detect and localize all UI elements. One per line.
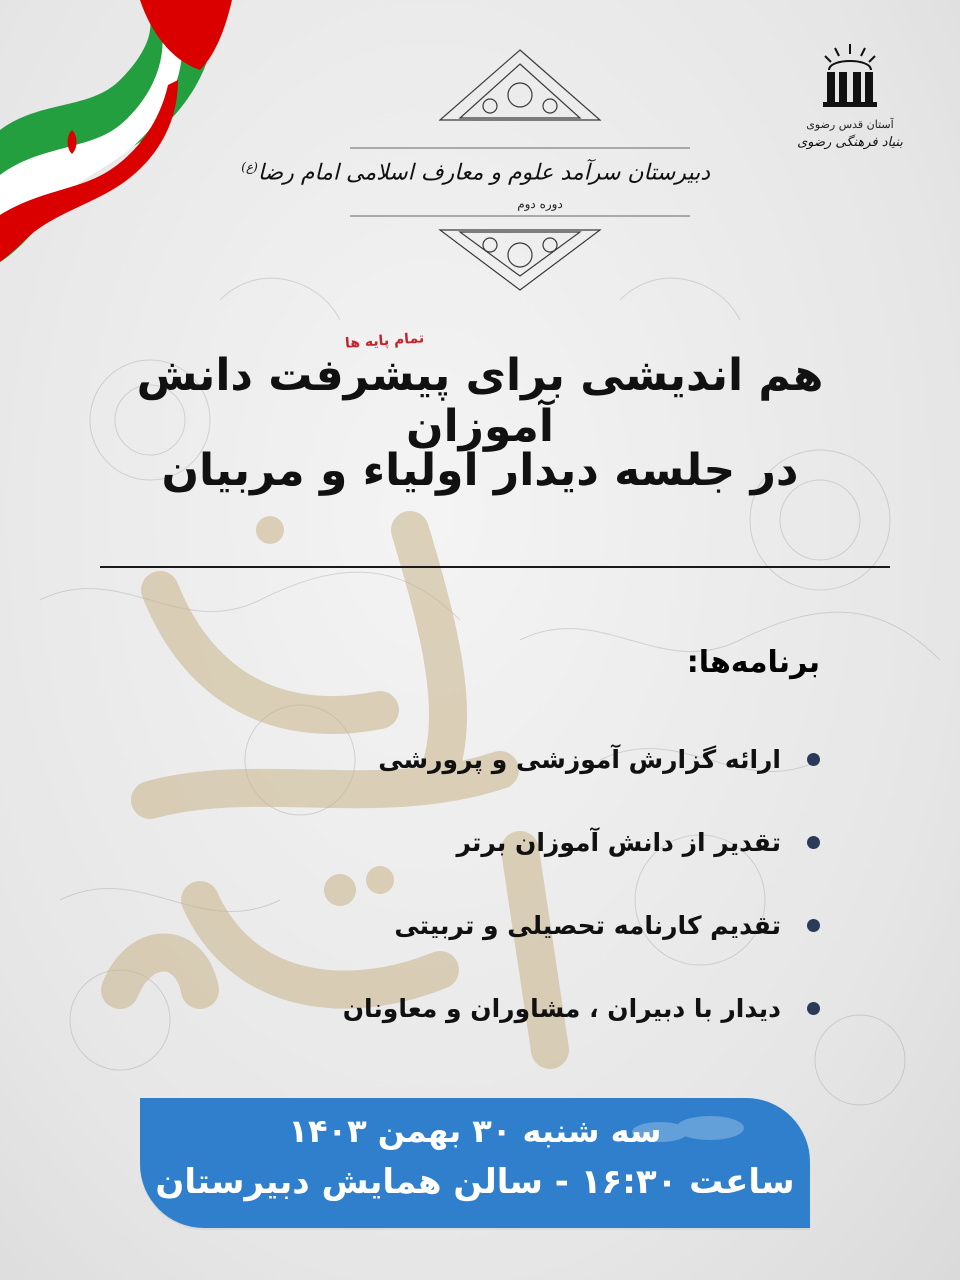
event-date: سه شنبه ۳۰ بهمن ۱۴۰۳ xyxy=(288,1112,662,1150)
event-info-banner xyxy=(140,1098,810,1228)
list-item: تقدیر از دانش آموزان برتر xyxy=(200,801,820,884)
astan-quds-emblem xyxy=(790,40,910,150)
list-item: دیدار با دبیران ، مشاوران و معاونان xyxy=(200,967,820,1050)
list-item: ارائه گزارش آموزشی و پرورشی xyxy=(200,718,820,801)
headline-line-2: در جلسه دیدار اولیاء و مربیان xyxy=(161,445,799,496)
all-grades-badge: تمام پایه ها xyxy=(344,330,425,352)
list-item: تقدیم کارنامه تحصیلی و تربیتی xyxy=(200,884,820,967)
bullet-icon xyxy=(807,919,820,932)
org-name-label: بنیاد فرهنگی رضوی xyxy=(797,135,903,150)
iran-flag-ribbon xyxy=(0,0,240,270)
shrine-logo-icon xyxy=(815,40,885,112)
divider xyxy=(100,566,890,568)
org-parent-label: آستان قدس رضوی xyxy=(806,118,894,131)
school-period: دوره دوم xyxy=(517,197,563,211)
programs-list xyxy=(200,718,820,1050)
school-name-suffix: (ع) xyxy=(241,160,258,174)
bullet-icon xyxy=(807,836,820,849)
school-header xyxy=(241,40,710,300)
programs-title: برنامه‌ها: xyxy=(686,645,820,680)
event-time-place: ساعت ۱۶:۳۰ - سالن همایش دبیرستان xyxy=(155,1162,795,1202)
bullet-icon xyxy=(807,1002,820,1015)
school-name: دبیرستان سرآمد علوم و معارف اسلامی امام رضا$^{(ع)}$ xyxy=(241,160,710,186)
bullet-icon xyxy=(807,753,820,766)
headline-line-1: هم اندیشی برای پیشرفت دانش آموزان xyxy=(136,350,824,452)
